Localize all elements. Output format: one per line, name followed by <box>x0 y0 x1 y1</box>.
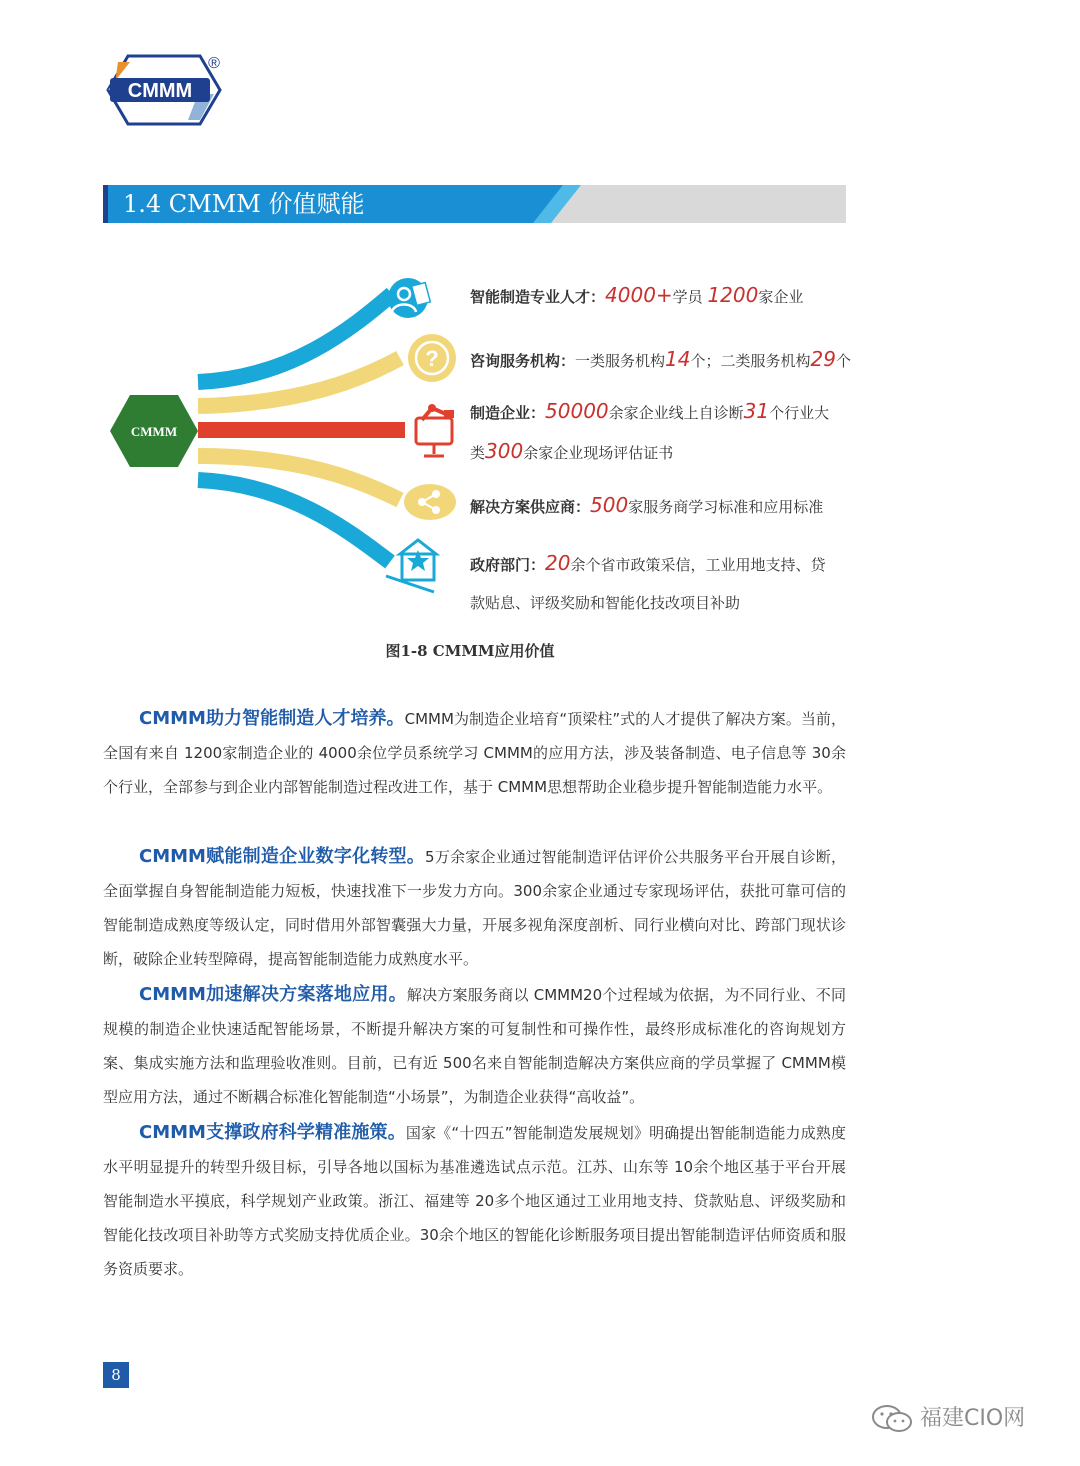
paragraph-lead: CMMM赋能制造企业数字化转型。 <box>139 846 426 867</box>
registered-mark: ® <box>208 55 220 72</box>
ribbon-government <box>198 480 390 562</box>
value-row-label: 制造企业： <box>470 404 546 422</box>
value-number: 500 <box>590 493 629 517</box>
value-text: 余家企业线上自诊断 <box>608 404 744 422</box>
question-icon <box>408 334 456 382</box>
value-row-label: 咨询服务机构： <box>470 352 576 370</box>
value-text: 学员 <box>672 288 708 306</box>
value-number: 14 <box>665 347 691 371</box>
page-number: 8 <box>103 1362 129 1388</box>
paragraph-digital <box>103 840 846 976</box>
value-row <box>470 400 850 464</box>
wechat-icon <box>870 1404 914 1434</box>
svg-text:?: ? <box>425 346 439 371</box>
value-number: 31 <box>743 399 770 423</box>
value-number: 50000 <box>545 399 609 423</box>
figure-caption: 图1-8 CMMM应用价值 <box>385 642 555 660</box>
value-row-label: 智能制造专业人才： <box>470 288 606 306</box>
paragraph-talent <box>103 702 846 804</box>
value-number: 20 <box>545 551 571 575</box>
value-text: 个 <box>835 352 851 370</box>
value-text: 个；二类服务机构 <box>690 352 811 370</box>
value-row-continuation <box>470 592 850 614</box>
value-number: 4000+ <box>605 283 673 307</box>
value-number: 300 <box>485 439 524 463</box>
value-text: 类 <box>470 444 486 462</box>
cmmm-logo <box>100 50 228 128</box>
paragraph-lead: CMMM支撑政府科学精准施策。 <box>139 1122 406 1143</box>
value-text: 余家企业现场评估证书 <box>523 444 674 462</box>
paragraph-text: 国家《“十四五”智能制造发展规划》明确提出智能制造能力成熟度水平明显提升的转型升级目标，引导各地以国标为基准遴选试点示范。江苏、山东等 10余个地区基于平台开展智能制造水平摸底，科学规划产业政策。浙江、福建等 20多个地区通过工业用地支持、贷款贴息、评级奖励和智能化技改项目补助等方式奖励支持优质企业。30余个地区的智能化诊断服务项目提出智能制造评估师资质和服务资质要求。 <box>103 1124 847 1278</box>
section-title: 1.4 CMMM 价值赋能 <box>123 190 365 218</box>
value-row-label: 解决方案供应商： <box>470 498 591 516</box>
value-row-continuation <box>470 440 850 464</box>
value-row-label: 政府部门： <box>470 556 546 574</box>
watermark <box>870 1402 1025 1436</box>
logo-text: CMMM <box>127 80 193 102</box>
value-row <box>470 284 850 308</box>
value-number: 29 <box>810 347 836 371</box>
value-row <box>470 494 850 518</box>
cloud-network-icon <box>404 484 456 520</box>
paragraph-government <box>103 1116 846 1286</box>
value-row <box>470 348 850 372</box>
robot-arm-icon <box>416 404 454 456</box>
paragraph-text: 解决方案服务商以 CMMM20个过程域为依据，为不同行业、不同规模的制造企业快速适配智能场景，不断提升解决方案的可复制性和可操作性，最终形成标准化的咨询规划方案、集成实施方法和监理验收准则。目前，已有近 500名来自智能制造解决方案供应商的学员掌握了 CMMM模型应用方法，通过不断耦合标准化智能制造“小场景”，为制造企业获得“高收益”。 <box>103 986 846 1106</box>
paragraph-text: 5万余家企业通过智能制造评估评价公共服务平台开展自诊断，全面掌握自身智能制造能力短板，快速找准下一步发力方向。300余家企业通过专家现场评估，获批可靠可信的智能制造成熟度等级认定，同时借用外部智囊强大力量，开展多视角深度剖析、同行业横向对比、跨部门现状诊断，破除企业转型障碍，提高智能制造能力成熟度水平。 <box>103 848 847 968</box>
paragraph-text: CMMM为制造企业培育“顶梁柱”式的人才提供了解决方案。当前，全国有来自 1200家制造企业的 4000余位学员系统学习 CMMM的应用方法，涉及装备制造、电子信息等 30余个行业，全部参与到企业内部智能制造过程改进工作，基于 CMMM思想帮助企业稳步提升智能制造能力水平。 <box>103 710 846 796</box>
value-text: 一类服务机构 <box>575 352 666 370</box>
value-row <box>470 552 850 614</box>
value-text: 余个省市政策采信，工业用地支持、贷 <box>570 556 826 574</box>
value-number: 1200 <box>707 283 759 307</box>
government-icon <box>386 540 436 592</box>
value-text: 家企业 <box>758 288 804 306</box>
paragraph-solution <box>103 978 846 1114</box>
value-text: 家服务商学习标准和应用标准 <box>628 498 824 516</box>
watermark-text: 福建CIO网 <box>920 1406 1026 1431</box>
talent-icon <box>388 278 430 318</box>
paragraph-lead: CMMM助力智能制造人才培养。 <box>139 708 405 729</box>
value-text: 个行业大 <box>769 404 830 422</box>
value-text: 款贴息、评级奖励和智能化技改项目补助 <box>470 594 741 612</box>
paragraph-lead: CMMM加速解决方案落地应用。 <box>139 984 407 1005</box>
center-label: CMMM <box>130 424 178 439</box>
